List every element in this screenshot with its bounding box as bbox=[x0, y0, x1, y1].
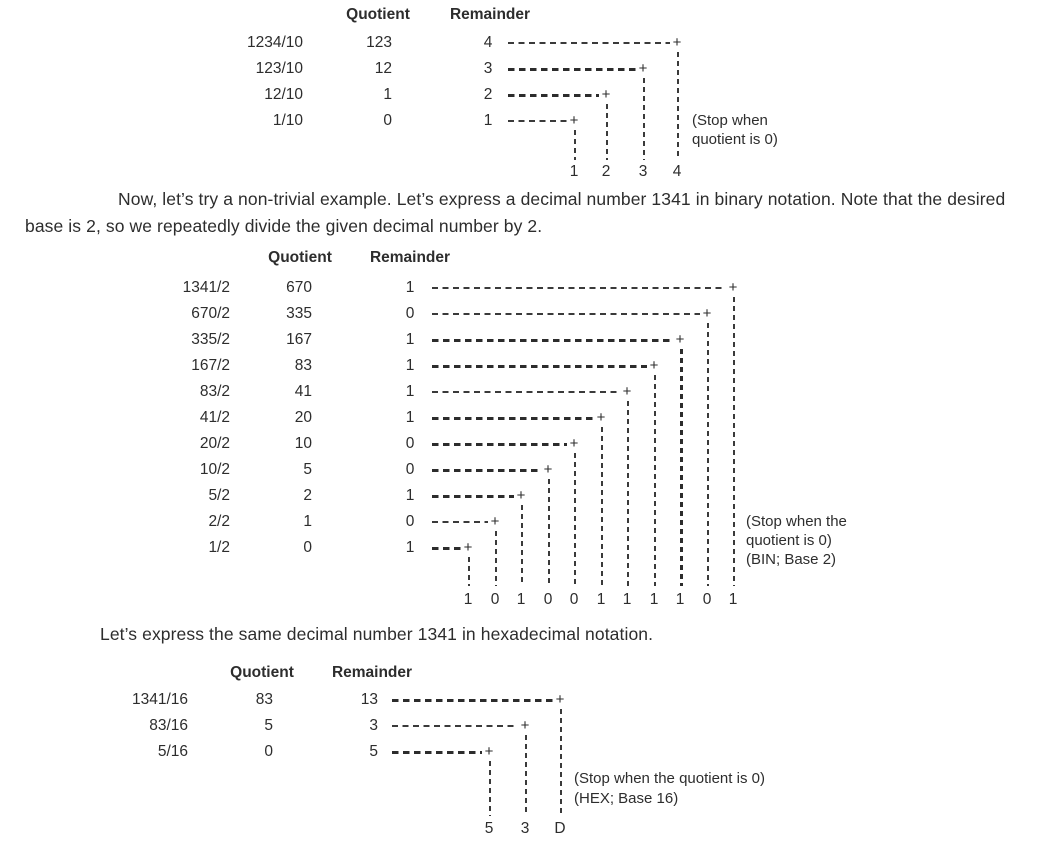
remainder-value: 1 bbox=[405, 487, 415, 504]
result-digit: 5 bbox=[484, 820, 494, 837]
result-digit: 1 bbox=[463, 591, 473, 608]
connector-dash-line bbox=[432, 443, 567, 446]
result-digit: 1 bbox=[622, 591, 632, 608]
table2-remainder-header: Remainder bbox=[369, 249, 451, 266]
result-digit: 1 bbox=[596, 591, 606, 608]
remainder-value: 4 bbox=[483, 34, 493, 51]
quotient-value: 12 bbox=[374, 60, 392, 77]
result-digit: D bbox=[554, 820, 566, 837]
remainder-value: 0 bbox=[405, 435, 415, 452]
quotient-value: 1 bbox=[303, 513, 312, 530]
connector-dash-line bbox=[508, 94, 599, 97]
division-expression: 1341/2 bbox=[182, 279, 230, 296]
division-expression: 1/2 bbox=[208, 539, 230, 556]
quotient-value: 1 bbox=[383, 86, 392, 103]
remainder-value: 1 bbox=[405, 357, 415, 374]
result-digit: 0 bbox=[702, 591, 712, 608]
connector-dash-line bbox=[432, 287, 726, 289]
table1-remainder-header: Remainder bbox=[449, 6, 531, 23]
remainder-value: 3 bbox=[483, 60, 493, 77]
division-expression: 1341/16 bbox=[131, 691, 188, 708]
connector-vertical-line bbox=[707, 323, 709, 586]
result-digit: 1 bbox=[675, 591, 685, 608]
remainder-value: 1 bbox=[405, 279, 415, 296]
remainder-value: 1 bbox=[405, 539, 415, 556]
remainder-value: 0 bbox=[405, 305, 415, 322]
connector-dash-line bbox=[508, 68, 636, 71]
connector-vertical-line bbox=[525, 735, 527, 816]
connector-dash-line bbox=[432, 495, 514, 498]
quotient-value: 123 bbox=[366, 34, 392, 51]
quotient-value: 0 bbox=[303, 539, 312, 556]
result-digit: 0 bbox=[490, 591, 500, 608]
plus-icon: + bbox=[622, 383, 632, 400]
division-expression: 41/2 bbox=[199, 409, 230, 426]
quotient-value: 0 bbox=[383, 112, 392, 129]
connector-vertical-line bbox=[548, 479, 550, 586]
remainder-value: 0 bbox=[405, 461, 415, 478]
connector-vertical-line bbox=[606, 104, 608, 160]
quotient-value: 10 bbox=[294, 435, 312, 452]
division-expression: 1/10 bbox=[272, 112, 303, 129]
intro-paragraph: Now, let’s try a non-trivial example. Let’s express a decimal number 1341 in binary notation. Note that the desired base is 2, so we repeatedly divide the given decimal number by 2. bbox=[25, 189, 1006, 236]
quotient-value: 5 bbox=[303, 461, 312, 478]
connector-dash-line bbox=[508, 42, 670, 44]
plus-icon: + bbox=[484, 743, 494, 760]
stop-note-line: (HEX; Base 16) bbox=[574, 790, 679, 807]
division-expression: 335/2 bbox=[191, 331, 230, 348]
plus-icon: + bbox=[702, 305, 712, 322]
plus-icon: + bbox=[649, 357, 659, 374]
remainder-value: 3 bbox=[369, 717, 378, 734]
remainder-value: 1 bbox=[483, 112, 493, 129]
connector-vertical-line bbox=[733, 297, 735, 586]
result-digit: 0 bbox=[543, 591, 553, 608]
connector-vertical-line bbox=[654, 375, 656, 586]
quotient-value: 0 bbox=[264, 743, 273, 760]
division-expression: 12/10 bbox=[264, 86, 303, 103]
result-digit: 0 bbox=[569, 591, 579, 608]
result-digit: 1 bbox=[649, 591, 659, 608]
plus-icon: + bbox=[516, 487, 526, 504]
connector-dash-line bbox=[508, 120, 567, 122]
connector-vertical-line bbox=[521, 505, 523, 586]
connector-dash-line bbox=[432, 391, 620, 393]
quotient-value: 670 bbox=[286, 279, 312, 296]
plus-icon: + bbox=[569, 112, 579, 129]
quotient-value: 83 bbox=[255, 691, 273, 708]
division-expression: 167/2 bbox=[191, 357, 230, 374]
remainder-value: 1 bbox=[405, 409, 415, 426]
plus-icon: + bbox=[520, 717, 530, 734]
connector-dash-line bbox=[432, 339, 673, 342]
division-expression: 20/2 bbox=[199, 435, 230, 452]
result-digit: 3 bbox=[638, 163, 648, 180]
connector-vertical-line bbox=[680, 349, 683, 586]
connector-dash-line bbox=[392, 751, 482, 754]
division-expression: 1234/10 bbox=[246, 34, 303, 51]
connector-dash-line bbox=[392, 699, 553, 702]
remainder-value: 1 bbox=[405, 331, 415, 348]
connector-vertical-line bbox=[468, 557, 470, 586]
result-digit: 1 bbox=[569, 163, 579, 180]
remainder-value: 5 bbox=[369, 743, 378, 760]
division-expression: 670/2 bbox=[191, 305, 230, 322]
quotient-value: 41 bbox=[294, 383, 312, 400]
plus-icon: + bbox=[569, 435, 579, 452]
result-digit: 1 bbox=[728, 591, 738, 608]
plus-icon: + bbox=[672, 34, 682, 51]
quotient-value: 335 bbox=[286, 305, 312, 322]
table2-quotient-header: Quotient bbox=[268, 249, 332, 266]
stop-note-line: quotient is 0) bbox=[746, 532, 832, 549]
division-expression: 2/2 bbox=[208, 513, 230, 530]
division-expression: 83/16 bbox=[149, 717, 188, 734]
plus-icon: + bbox=[555, 691, 565, 708]
connector-dash-line bbox=[392, 725, 518, 727]
table3-remainder-header: Remainder bbox=[331, 664, 413, 681]
quotient-value: 167 bbox=[286, 331, 312, 348]
stop-note bbox=[746, 512, 847, 569]
connector-vertical-line bbox=[627, 401, 629, 586]
stop-note bbox=[692, 111, 778, 149]
table3-quotient-header: Quotient bbox=[230, 664, 294, 681]
connector-dash-line bbox=[432, 417, 594, 420]
quotient-value: 5 bbox=[264, 717, 273, 734]
connector-vertical-line bbox=[677, 52, 679, 160]
result-digit: 2 bbox=[601, 163, 611, 180]
plus-icon: + bbox=[463, 539, 473, 556]
connector-vertical-line bbox=[489, 761, 491, 816]
quotient-value: 20 bbox=[294, 409, 312, 426]
result-digit: 1 bbox=[516, 591, 526, 608]
plus-icon: + bbox=[728, 279, 738, 296]
stop-note-line: (Stop when the bbox=[746, 513, 847, 530]
connector-vertical-line bbox=[643, 78, 645, 160]
plus-icon: + bbox=[596, 409, 606, 426]
hex-paragraph: Let’s express the same decimal number 1341 in hexadecimal notation. bbox=[100, 624, 654, 644]
division-expression: 5/16 bbox=[157, 743, 188, 760]
stop-note bbox=[574, 769, 765, 809]
table1-quotient-header: Quotient bbox=[346, 6, 410, 23]
division-expression: 83/2 bbox=[199, 383, 230, 400]
remainder-value: 2 bbox=[483, 86, 493, 103]
quotient-value: 2 bbox=[303, 487, 312, 504]
stop-note-line: (BIN; Base 2) bbox=[746, 551, 837, 568]
division-expression: 123/10 bbox=[255, 60, 303, 77]
stop-note-line: (Stop when the quotient is 0) bbox=[574, 770, 765, 787]
connector-vertical-line bbox=[495, 531, 497, 586]
stop-note-line: quotient is 0) bbox=[692, 131, 778, 148]
connector-dash-line bbox=[432, 313, 700, 315]
remainder-value: 0 bbox=[405, 513, 415, 530]
connector-vertical-line bbox=[560, 709, 562, 816]
plus-icon: + bbox=[543, 461, 553, 478]
quotient-value: 83 bbox=[294, 357, 312, 374]
division-expression: 5/2 bbox=[208, 487, 230, 504]
plus-icon: + bbox=[675, 331, 685, 348]
result-digit: 4 bbox=[672, 163, 682, 180]
remainder-value: 13 bbox=[360, 691, 378, 708]
connector-dash-line bbox=[432, 469, 541, 472]
plus-icon: + bbox=[638, 60, 648, 77]
connector-dash-line bbox=[432, 521, 488, 523]
stop-note-line: (Stop when bbox=[692, 112, 768, 129]
division-expression: 10/2 bbox=[199, 461, 230, 478]
connector-dash-line bbox=[432, 547, 461, 550]
plus-icon: + bbox=[490, 513, 500, 530]
remainder-value: 1 bbox=[405, 383, 415, 400]
connector-vertical-line bbox=[574, 130, 576, 160]
connector-vertical-line bbox=[601, 427, 603, 586]
connector-vertical-line bbox=[574, 453, 576, 586]
plus-icon: + bbox=[601, 86, 611, 103]
connector-dash-line bbox=[432, 365, 647, 368]
result-digit: 3 bbox=[520, 820, 530, 837]
